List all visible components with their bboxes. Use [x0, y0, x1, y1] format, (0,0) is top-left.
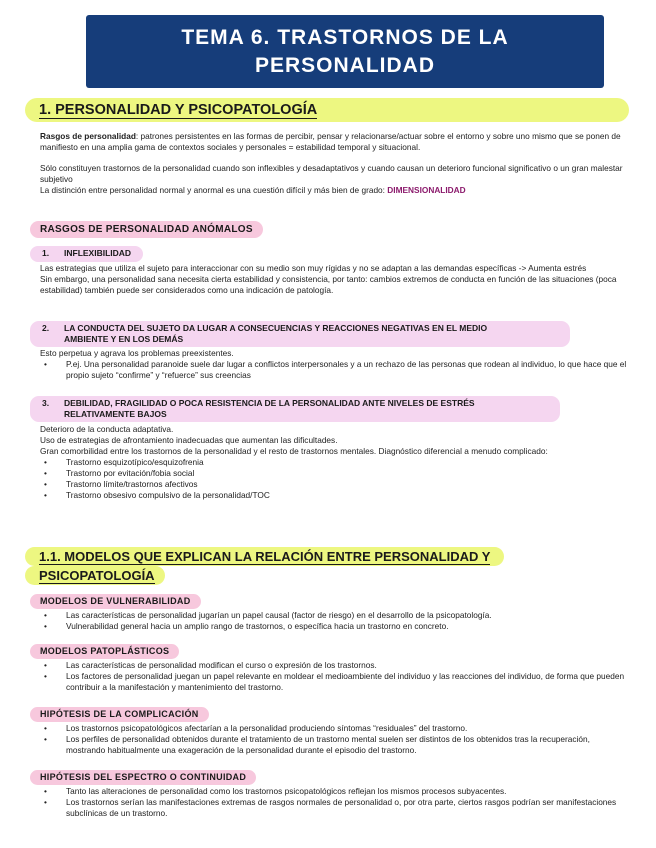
item-1-body — [40, 263, 630, 296]
item-3-title-a: DEBILIDAD, FRAGILIDAD O POCA RESISTENCIA DE LA PERSONALIDAD ANTE NIVELES DE ESTRÉS — [64, 398, 475, 408]
list-item: • Tanto las alteraciones de personalidad como los trastornos psicopatológicos reflejan los mismos procesos subyacentes. — [40, 786, 630, 797]
hipotesis-complicacion-heading: HIPÓTESIS DE LA COMPLICACIÓN — [30, 707, 209, 722]
page-title — [86, 15, 604, 88]
list-item: • Trastorno esquizotípico/esquizofrenia — [40, 457, 630, 468]
item-3-line-1: Deterioro de la conducta adaptativa. — [40, 424, 174, 434]
list-item: • Trastorno obsesivo compulsivo de la personalidad/TOC — [40, 490, 630, 501]
section-1-1-heading-line-1: 1.1. MODELOS QUE EXPLICAN LA RELACIÓN ENTRE PERSONALIDAD Y — [25, 547, 504, 566]
page-title-line-2: PERSONALIDAD — [254, 53, 435, 77]
rasgos-text: : patrones persistentes en las formas de percibir, pensar y relacionarse/actuar sobre el entorno y sobre uno mismo que se ponen de manifiesto en una amplia gama de contextos sociales y personales = estabilidad temporal y situacional. — [40, 131, 621, 152]
item-2-bullets — [40, 359, 630, 381]
list-item: • Vulnerabilidad general hacia un amplio rango de trastornos, o específica hacia un trastorno en concreto. — [40, 621, 630, 632]
item-3-title-b: RELATIVAMENTE BAJOS — [64, 409, 167, 419]
hipotesis-espectro-body — [40, 786, 630, 819]
section-1-1-heading-line-2: PSICOPATOLOGÍA — [25, 566, 165, 585]
rasgos-definition — [40, 131, 630, 153]
item-2-body — [40, 348, 630, 381]
item-3-body — [40, 424, 630, 501]
model-patoplasticos-body — [40, 660, 630, 693]
list-item: • Los factores de personalidad juegan un papel relevante en moldear el medioambiente del individuo y las reacciones del individuo, de forma que pueden contribuir a la manifestación y mantenimiento del trastorno. — [40, 671, 630, 693]
item-2-heading — [30, 321, 570, 347]
list-item: • Los trastornos serían las manifestaciones extremas de rasgos normales de personalidad o, por otra parte, ciertos rasgos podrían ser manifestaciones subclínicas de un trastorno. — [40, 797, 630, 819]
item-3-bullets — [40, 457, 630, 501]
item-2-title-b: AMBIENTE Y EN LOS DEMÁS — [64, 334, 184, 344]
list-item: • Trastorno límite/trastornos afectivos — [40, 479, 630, 490]
item-3-heading — [30, 396, 560, 422]
item-1-line-1: Las estrategias que utiliza el sujeto para interaccionar con su medio son muy rígidas y no se adaptan a las demandas específicas -> Aumenta estrés — [40, 263, 587, 273]
dimensionalidad-highlight: DIMENSIONALIDAD — [387, 185, 466, 195]
list-item: • Los perfiles de personalidad obtenidos durante el tratamiento de un trastorno mental suelen ser distintos de los obtenidos tras la recuperación, mostrando habitualmente una exageración de la personalidad durante el episodio del trastorno. — [40, 734, 630, 756]
list-item: • Las características de personalidad jugarían un papel causal (factor de riesgo) en el desarrollo de la psicopatología. — [40, 610, 630, 621]
section-1-paragraph-2-text: La distinción entre personalidad normal y anormal es una cuestión difícil y más bien de grado: — [40, 185, 388, 195]
rasgos-anomalos-heading: RASGOS DE PERSONALIDAD ANÓMALOS — [30, 221, 263, 238]
section-1-heading-text: 1. PERSONALIDAD Y PSICOPATOLOGÍA — [39, 102, 318, 118]
item-3-line-3: Gran comorbilidad entre los trastornos de la personalidad y el resto de trastornos mentales. Diagnóstico diferencial a menudo complicado: — [40, 446, 548, 456]
item-1-heading — [30, 246, 143, 262]
list-item: • Las características de personalidad modifican el curso o expresión de los trastornos. — [40, 660, 630, 671]
list-item: • Los trastornos psicopatológicos afectarían a la personalidad produciendo síntomas “residuales” del trastorno. — [40, 723, 630, 734]
item-1-title: INFLEXIBILIDAD — [64, 248, 132, 258]
section-1-heading — [25, 98, 629, 122]
rasgos-label: Rasgos de personalidad — [40, 131, 136, 141]
list-item: • Trastorno por evitación/fobia social — [40, 468, 630, 479]
section-1-paragraph-2 — [40, 185, 630, 196]
hipotesis-espectro-heading: HIPÓTESIS DEL ESPECTRO O CONTINUIDAD — [30, 770, 256, 785]
item-1-line-2: Sin embargo, una personalidad sana necesita cierta estabilidad y consistencia, por tanto: cambios extremos de conducta en función de las situaciones (poca estabilidad) también puede ser considerados como una indicación de patología. — [40, 274, 617, 295]
model-vulnerabilidad-body — [40, 610, 630, 632]
page-title-line-1: TEMA 6. TRASTORNOS DE LA — [181, 25, 509, 49]
list-item: • P.ej. Una personalidad paranoide suele dar lugar a conflictos interpersonales y a un rechazo de las personas que rodean al individuo, lo que hace que el propio sujeto “confirme” y “refuerce” sus creencias — [40, 359, 630, 381]
item-2-number: 2. — [42, 323, 50, 333]
model-patoplasticos-heading: MODELOS PATOPLÁSTICOS — [30, 644, 179, 659]
item-3-number: 3. — [42, 398, 50, 408]
section-1-body — [40, 131, 630, 196]
item-1-number: 1. — [42, 248, 50, 258]
hipotesis-complicacion-body — [40, 723, 630, 756]
item-2-title-a: LA CONDUCTA DEL SUJETO DA LUGAR A CONSECUENCIAS Y REACCIONES NEGATIVAS EN EL MEDIO — [64, 323, 488, 333]
model-vulnerabilidad-heading: MODELOS DE VULNERABILIDAD — [30, 594, 201, 609]
item-3-line-2: Uso de estrategias de afrontamiento inadecuadas que aumentan las dificultades. — [40, 435, 338, 445]
section-1-paragraph-1: Sólo constituyen trastornos de la personalidad cuando son inflexibles y desadaptativos y cuando causan un deterioro funcional significativo o un gran malestar subjetivo — [40, 163, 623, 184]
section-1-1-heading — [25, 547, 535, 585]
item-2-line-1: Esto perpetua y agrava los problemas preexistentes. — [40, 348, 234, 358]
